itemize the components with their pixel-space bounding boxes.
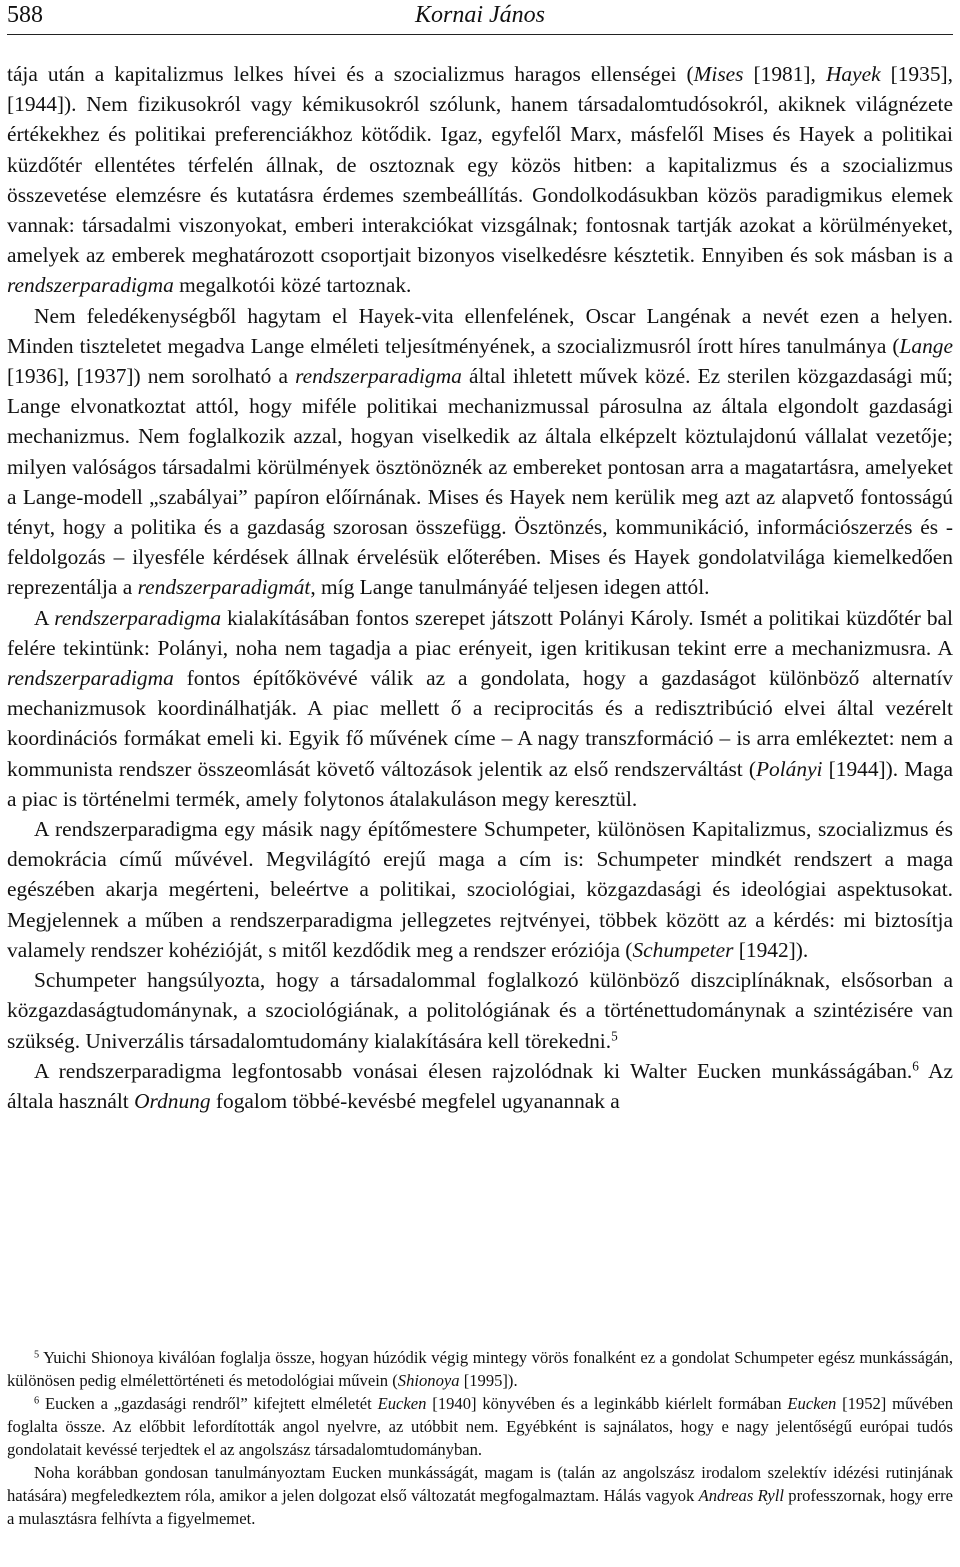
text-run: [1942]). — [733, 937, 809, 962]
italic-text: rendszerparadigma — [54, 605, 222, 630]
italic-text: rendszerparadigma — [7, 666, 174, 691]
text-run: Noha korábban gondosan tanulmányoztam Eucken munkásságát, magam is (talán az angolszász irodalom szelektív idézési rutinjának hatására) megfeledkeztem róla, amikor a jelen dolgozat első változatát megfogalmaztam. Hálás vagyok — [7, 1463, 953, 1505]
text-run: kialakításában fontos szerepet játszott Polányi Károly. Ismét a politikai küzdőtér bal felére tekintünk: Polányi, noha nem tagadja a piac erényeit, igen kritikusan tekint erre a mechanizmusra. A — [7, 605, 953, 660]
page-number: 588 — [7, 2, 43, 28]
italic-text: Eucken — [377, 1394, 427, 1413]
text-run: [1981], — [743, 62, 826, 86]
italic-text: Mises — [693, 62, 744, 86]
text-run: Schumpeter hangsúlyozta, hogy a társadalommal foglalkozó különböző diszciplínáknak, elsősorban a közgazdaságtudománynak, a szociológiának, a politológiának és a történettudománynak a szintézisére van szükség. Univerzális társadalomtudomány kialakítására kell törekedni. — [7, 968, 953, 1053]
italic-text: Andreas Ryll — [698, 1486, 784, 1505]
footnote-marker: 5 — [611, 1028, 618, 1044]
footnote — [7, 1392, 953, 1461]
footnote-marker: 6 — [912, 1058, 919, 1074]
paragraph — [7, 603, 953, 814]
text-run: megalkotói közé tartoznak. — [173, 273, 412, 298]
text-run: Yuichi Shionoya kiválóan foglalja össze, hogyan húzódik végig mintegy vörös fonalként ez a gondolat Schumpeter egész munkásságán, különösen pedig elmélettörténeti és metodológiai művein ( — [7, 1348, 953, 1390]
italic-text: Polányi — [755, 756, 823, 781]
text-run: [1952] művében foglalta össze. Az előbbit lefordították angol nyelvre, az utóbbit nem. Egyébként is sajnálatos, hogy e nagy jelentőségű európai tudós gondolatait kevéssé terjedtek el az angolszász társadalomtudományban. — [7, 1394, 953, 1459]
footnote-marker: 5 — [34, 1349, 40, 1361]
footnotes — [7, 1346, 953, 1530]
text-run: tája után a kapitalizmus lelkes hívei és a szocializmus haragos ellenségei ( — [7, 62, 694, 86]
text-run: [1940] könyvében és a leginkább kiérlelt formában — [426, 1394, 788, 1413]
text-run: A rendszerparadigma legfontosabb vonásai élesen rajzolódnak ki Walter Eucken munkásságában. — [34, 1058, 913, 1083]
text-run: Eucken a „gazdasági rendről” kifejtett elméletét — [39, 1394, 378, 1413]
text-run: A rendszerparadigma egy másik nagy építőmestere Schumpeter, különösen Kapitalizmus, szocializmus és demokrácia című művével. Megvilágító erejű maga a cím is: Schumpeter mindkét rendszert a maga egészében akarja megérteni, beleértve a politikai, szociológiai, közgazdasági és ideológiai aspektusokat. Megjelennek a műben a rendszerparadigma jellegzetes rejtvényei, többek között az a kérdés: mi biztosítja valamely rendszer kohézióját, s mitől kezdődik meg a rendszer eróziója ( — [7, 817, 953, 962]
paragraph — [7, 59, 953, 301]
text-run: [1936], [1937]) nem sorolható a — [7, 364, 296, 389]
text-run: fontos építőkövévé válik az a gondolata, hogy a gazdaságot különböző alternatív mechanizmusok koordinálhatják. A piac mellett ő a reciprocitás és a redisztribúció elvei által vezérelt koordinációs formákat emeli ki. Egyik fő művének címe – A nagy transzformáció – is arra emlékeztet: nem a kommunista rendszer összeomlását követő változások jelentik az első rendszerváltást ( — [7, 666, 953, 781]
text-run: fogalom többé-kevésbé megfelel ugyanannak a — [210, 1088, 620, 1113]
text-run: [1944]). Maga a piac is történelmi termék, amely folytonos átalakuláson megy keresztül. — [7, 756, 953, 811]
paragraph — [7, 965, 953, 1056]
text-run: által ihletett művek közé. Ez sterilen közgazdasági mű; Lange elvonatkoztat attól, hogy miféle politikai mechanizmussal párosulna az általa elgondolt gazdasági mechanizmus. Nem foglalkozik azzal, hogyan viselkedik az általa elképzelt köztulajdonú vállalat vezetője; milyen valóságos társadalmi körülmények ösztönöznék az embereket pontosan arra a magatartásra, amelyeket a Lange-modell „szabályai” papíron előírnának. Mises és Hayek nem kerülik meg azt az alapvető fontosságú tényt, hogy a politika és a gazdaság szorosan összefügg. Ösztönzés, kommunikáció, információszerzés és -feldolgozás – ilyesféle kérdések állnak érvelésük előterében. Mises és Hayek gondolatvilága kiemelkedően reprezentálja a — [7, 364, 953, 600]
running-title: Kornai János — [414, 2, 545, 28]
text-run: Nem feledékenységből hagytam el Hayek-vita ellenfelének, Oscar Langénak a nevét ezen a helyen. Minden tiszteletet megadva Lange elméleti teljesítményének, a szocializmusról írott híres tanulmánya ( — [7, 303, 953, 358]
italic-text: Hayek — [825, 62, 881, 86]
italic-text: Ordnung — [134, 1088, 211, 1113]
page-header — [7, 0, 953, 35]
italic-text: rendszerparadigma — [295, 364, 462, 389]
paragraph — [7, 1056, 953, 1116]
italic-text: Lange — [899, 333, 953, 358]
italic-text: Shionoya — [397, 1371, 460, 1390]
text-run: Az általa használt — [7, 1058, 954, 1113]
italic-text: Schumpeter — [632, 937, 734, 962]
text-run: A — [34, 605, 55, 630]
text-run: professzornak, hogy erre a mulasztásra felhívta a figyelmemet. — [7, 1486, 953, 1528]
text-run: [1995]). — [459, 1371, 518, 1390]
footnote-marker: 6 — [34, 1395, 40, 1407]
text-run: [1935], [1944]). Nem fizikusokról vagy kémikusokról szólunk, hanem társadalomtudósokról, akiknek világnézete értékekhez és politikai preferenciákhoz kötődik. Igaz, egyfelől Marx, másfelől Mises és Hayek a politikai küzdőtér ellentétes térfelén állnak, de osztoznak egy közös hitben: a kapitalizmus és a szocializmus összevetése elemzésre és kutatásra érdemes szembeállítás. Gondolkodásukban közös paradigmikus elemek vannak: társadalmi viszonyokat, emberi interakciókat vizsgálnak; fontosnak tartják azokat a körülményeket, amelyek az emberek meghatározott csoportjait bizonyos viselkedésre késztetik. Ennyiben és sok másban is a — [7, 62, 953, 268]
italic-text: Eucken — [787, 1394, 837, 1413]
italic-text: rendszerparadigma — [7, 273, 174, 298]
footnote — [7, 1346, 953, 1392]
italic-text: rendszerparadigmát — [137, 575, 311, 600]
footnote — [7, 1461, 953, 1530]
paragraph — [7, 814, 953, 965]
main-text — [7, 59, 953, 1116]
text-run: , míg Lange tanulmányáé teljesen idegen attól. — [310, 575, 710, 600]
paragraph — [7, 301, 953, 603]
